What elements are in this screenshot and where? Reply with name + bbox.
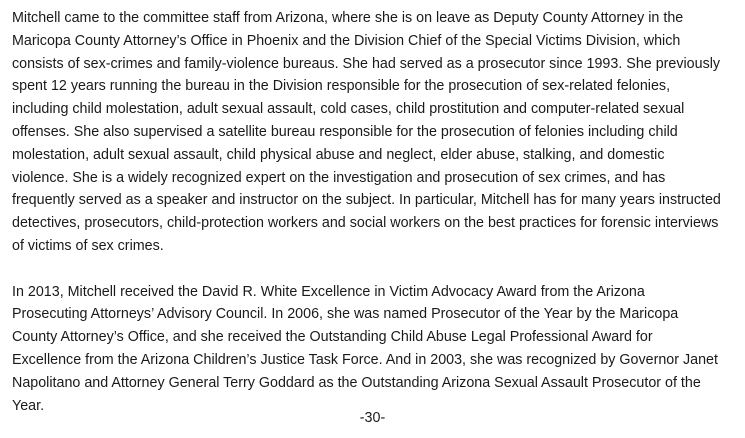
page-number: -30-: [359, 410, 386, 426]
text-line: offenses. She also supervised a satellite bureau responsible for the prosecution of felonies including child: [12, 123, 678, 140]
text-line: including child molestation, adult sexual assault, cold cases, child prostitution and computer-related sexual: [12, 101, 685, 118]
text-line: Mitchell came to the committee staff from Arizona, where she is on leave as Deputy County Attorney in the: [12, 10, 684, 26]
text-line: Prosecuting Attorneys’ Advisory Council. In 2006, she was named Prosecutor of the Year by the Maricopa: [12, 306, 679, 323]
text-line: Year.: [12, 397, 45, 414]
paragraph-biography: [12, 7, 737, 258]
text-line: In 2013, Mitchell received the David R. White Excellence in Victim Advocacy Award from the Arizona: [12, 283, 645, 300]
text-line: Excellence from the Arizona Children’s Justice Task Force. And in 2003, she was recognized by Governor Janet: [12, 351, 718, 368]
text-line: frequently served as a speaker and instructor on the subject. In particular, Mitchell has for many years instructed: [12, 192, 721, 209]
text-line: consists of sex-crimes and family-violence bureaus. She had served as a prosecutor since 1993. She previously: [12, 55, 721, 72]
text-line: Maricopa County Attorney’s Office in Phoenix and the Division Chief of the Special Victims Division, which: [12, 32, 681, 49]
document-body: [12, 7, 737, 417]
paragraph-spacer: [12, 258, 737, 281]
text-line: molestation, adult sexual assault, child physical abuse and neglect, elder abuse, stalking, and domestic: [12, 146, 665, 163]
paragraph-awards: [12, 281, 737, 418]
text-line: County Attorney’s Office, and she received the Outstanding Child Abuse Legal Professional Award for: [12, 329, 653, 346]
text-line: of victims of sex crimes.: [12, 237, 164, 254]
text-line: Napolitano and Attorney General Terry Goddard as the Outstanding Arizona Sexual Assault Prosecutor of the: [12, 374, 701, 391]
text-line: detectives, prosecutors, child-protection workers and social workers on the best practices for forensic interviews: [12, 215, 719, 232]
text-line: violence. She is a widely recognized expert on the investigation and prosecution of sex crimes, and has: [12, 169, 666, 186]
text-line: spent 12 years running the bureau in the Division responsible for the prosecution of sex-related felonies,: [12, 78, 671, 95]
